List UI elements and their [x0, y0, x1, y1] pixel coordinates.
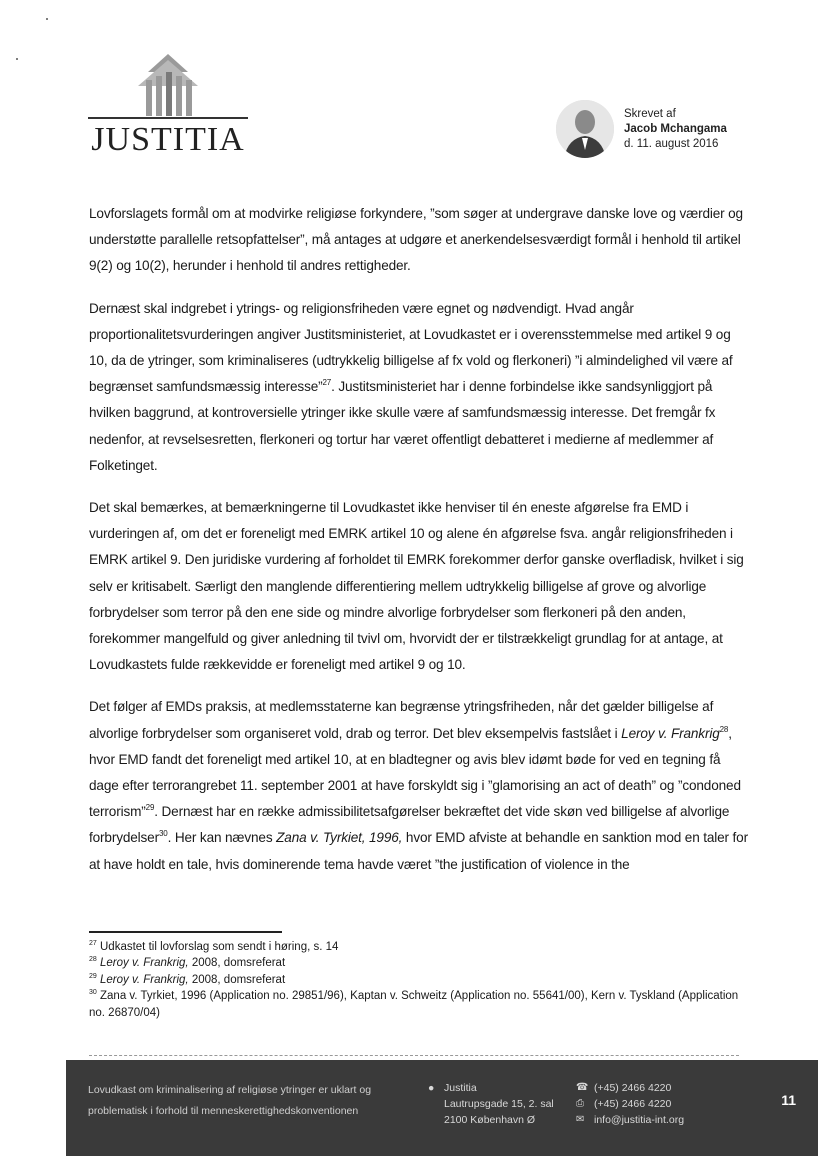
scan-speck — [46, 18, 48, 20]
footnote-ref[interactable]: 29 — [145, 803, 155, 813]
footer-address — [428, 1080, 554, 1128]
footnote — [89, 972, 749, 988]
footnote — [89, 939, 749, 955]
paragraph — [89, 201, 749, 280]
footer-contact — [576, 1080, 684, 1128]
page-number: 11 — [781, 1092, 796, 1108]
footer-divider — [89, 1055, 739, 1056]
case-name: Leroy v. Frankrig — [621, 725, 720, 741]
case-name: Zana v. Tyrkiet, 1996, — [276, 830, 403, 846]
paragraph-text: Det skal bemærkes, at bemærkningerne til Lovudkastet ikke henviser til én eneste afgørelse fra EMD i vurderingen af, om det er foreneligt med EMRK artikel 10 og alene én afgørelse fsva. angår religionsfriheden i EMRK artikel 9. Den juridiske vurdering af forholdet til EMRK forekommer derfor ganske overfladisk, hvilket i sig selv er kritisabelt. Særligt den manglende differentiering mellem udtrykkelig billigelse af grove og alvorlige forbrydelser som terror på den ene side og mindre alvorlige forbrydelser som flerkoneri på den anden, forekommer mangelfuld og giver anledning til tvivl om, hvorvidt der er tilstrækkeligt grundlag for at antage, at Lovudkastets fulde rækkevidde er foreneligt med artikel 9 og 10. — [89, 500, 744, 673]
email-link[interactable]: info@justitia-int.org — [594, 1114, 685, 1126]
footnote-number: 29 — [89, 972, 97, 980]
logo-building-icon — [88, 50, 248, 120]
footnote-number: 27 — [89, 940, 97, 947]
paragraph-text: Dernæst skal indgrebet i ytrings- og religionsfriheden være egnet og nødvendigt. Hvad angår proportionalitetsvurderingen angiver Justitsministeriet, at Lovudkastet er i overensstemmelse med artikel 9 og 10, da de ytringer, som kriminaliseres (udtrykkelig billigelse af fx vold og flerkoneri) ”i almindelighed vil være af begrænset samfundsmæssig interesse” — [89, 300, 733, 395]
footnote-ref[interactable]: 30 — [158, 829, 168, 839]
location-pin-icon: ● — [428, 1082, 435, 1094]
paragraph — [89, 694, 749, 877]
phone-row — [576, 1080, 684, 1096]
paragraph-text: . Her kan nævnes — [167, 830, 277, 846]
paragraph-text: . Dernæst har en række admissibilitetsafgørelser bekræftet det vide skøn ved billigelse af alvorlige forbrydelser — [89, 804, 730, 846]
footer-desc-line: problematisk i forhold til menneskerettighedskonventionen — [88, 1105, 359, 1117]
paragraph — [89, 296, 749, 479]
paragraph-text: hvor EMD afviste at behandle en sanktion mod en taler for at have holdt en tale, hvis dominerende tema havde været ”the justification of violence in the — [89, 830, 748, 872]
footnote — [89, 955, 749, 971]
fax-row — [576, 1096, 684, 1112]
org-name: Justitia — [444, 1082, 477, 1094]
footnotes — [89, 939, 749, 1021]
paragraph-text: Lovforslagets formål om at modvirke religiøse forkyndere, ”som søger at undergrave danske love og værdier og understøtte parallelle retsopfattelser”, må antages at udgøre et anerkendelsesværdigt formål i henhold til artikel 9(2) og 10(2), herunder i henhold til andres rettigheder. — [89, 206, 743, 274]
footnote-text: Udkastet til lovforslag som sendt i høring, s. 14 — [100, 941, 339, 953]
footnote-divider — [89, 931, 282, 933]
author-block — [624, 107, 727, 152]
footnote-text: Zana v. Tyrkiet, 1996 (Application no. 29851/96), Kaptan v. Schweitz (Application no. 55641/00), Kern v. Tyskland (Application no. 26870/04) — [89, 990, 739, 1019]
paragraph-text: Det følger af EMDs praksis, at medlemsstaterne kan begrænse ytringsfriheden, når det gælder billigelse af alvorlige forbrydelser som organiseret vold, drab og terror. Det blev eksempelvis fastslået i — [89, 699, 714, 741]
justitia-logo — [88, 50, 248, 158]
phone-number[interactable]: (+45) 2466 4220 — [594, 1082, 672, 1094]
paragraph — [89, 495, 749, 678]
author-avatar — [556, 100, 614, 158]
publish-date: d. 11. august 2016 — [624, 138, 719, 150]
footnote-ref[interactable]: 28 — [719, 724, 729, 734]
email-row — [576, 1112, 684, 1128]
written-by-label: Skrevet af — [624, 108, 676, 120]
fax-number: (+45) 2466 4220 — [594, 1098, 672, 1110]
footnote-italic: Leroy v. Frankrig, — [100, 973, 189, 986]
footnote — [89, 988, 749, 1021]
logo-rule — [88, 117, 248, 119]
footnote-text: 2008, domsreferat — [188, 957, 286, 970]
scan-speck — [16, 58, 18, 60]
logo-text: JUSTITIA — [91, 121, 245, 158]
author-name: Jacob Mchangama — [624, 123, 727, 135]
email-icon: ✉ — [576, 1114, 585, 1125]
footer-desc-line: Lovudkast om kriminalisering af religiøse ytringer er uklart og — [88, 1084, 372, 1096]
paragraph-text: , hvor EMD fandt det foreneligt med artikel 10, at en bladtegner og avis blev idømt bøde for ved en tegning få dage efter terrorangrebet 11. september 2001 at have forskyldt sig i ”glamorising an act of death” og ”condoned terrorism” — [89, 725, 741, 820]
street-address: Lautrupsgade 15, 2. sal — [444, 1098, 554, 1110]
paragraph-text: . Justitsministeriet har i denne forbindelse ikke sandsynliggjort på hvilken baggrund, at kontroversielle ytringer ikke skulle være af samfundsmæssig interesse. Det fremgår fx nedenfor, at revselsesretten, flerkoneri og tortur har været offentligt debatteret i medierne af medlemmer af Folketinget. — [89, 379, 716, 473]
fax-icon: ⎙ — [576, 1098, 584, 1109]
footnote-ref[interactable]: 27 — [322, 378, 332, 388]
phone-icon: ☎ — [576, 1082, 589, 1093]
footnote-number: 30 — [89, 989, 97, 997]
footnote-text: 2008, domsreferat — [188, 973, 286, 986]
footnote-italic: Leroy v. Frankrig, — [100, 957, 189, 970]
page-footer — [66, 1060, 818, 1156]
footer-description — [88, 1080, 398, 1122]
footnote-number: 28 — [89, 956, 97, 964]
city-address: 2100 København Ø — [444, 1114, 536, 1126]
article-body — [89, 201, 749, 894]
